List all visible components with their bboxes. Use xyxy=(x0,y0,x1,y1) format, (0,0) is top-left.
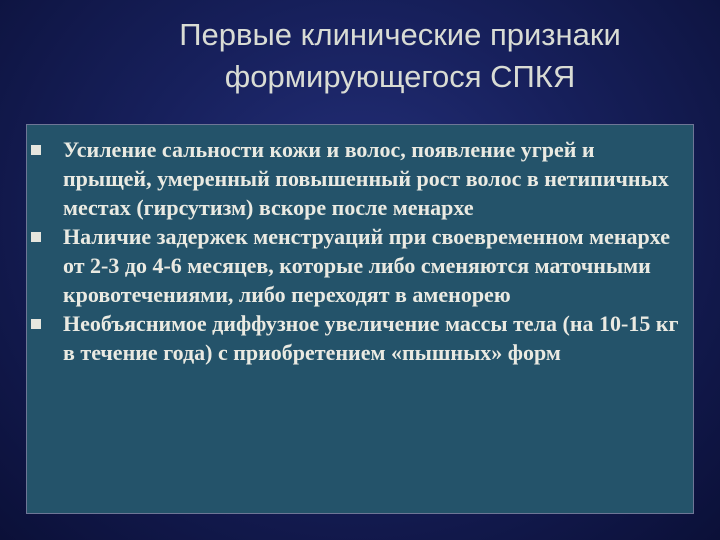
bullet-list xyxy=(27,135,693,367)
slide-title-line-1: Первые клинические признаки xyxy=(179,17,621,52)
slide-title-line-2: формирующегося СПКЯ xyxy=(224,59,576,94)
square-bullet-icon xyxy=(31,232,41,242)
content-box xyxy=(26,124,694,514)
square-bullet-icon xyxy=(31,319,41,329)
bullet-item xyxy=(27,309,693,367)
bullet-text: Усиление сальности кожи и волос, появление угрей и прыщей, умеренный повышенный рост волос в нетипичных местах (гирсутизм) вскоре после менархе xyxy=(63,137,669,220)
square-bullet-icon xyxy=(31,145,41,155)
bullet-item xyxy=(27,135,693,222)
slide-title xyxy=(80,14,720,98)
bullet-text: Необъяснимое диффузное увеличение массы тела (на 10-15 кг в течение года) с приобретением «пышных» форм xyxy=(63,311,679,365)
bullet-item xyxy=(27,222,693,309)
bullet-text: Наличие задержек менструаций при своевременном менархе от 2-3 до 4-6 месяцев, которые либо сменяются маточными кровотечениями, либо переходят в аменорею xyxy=(63,224,670,307)
